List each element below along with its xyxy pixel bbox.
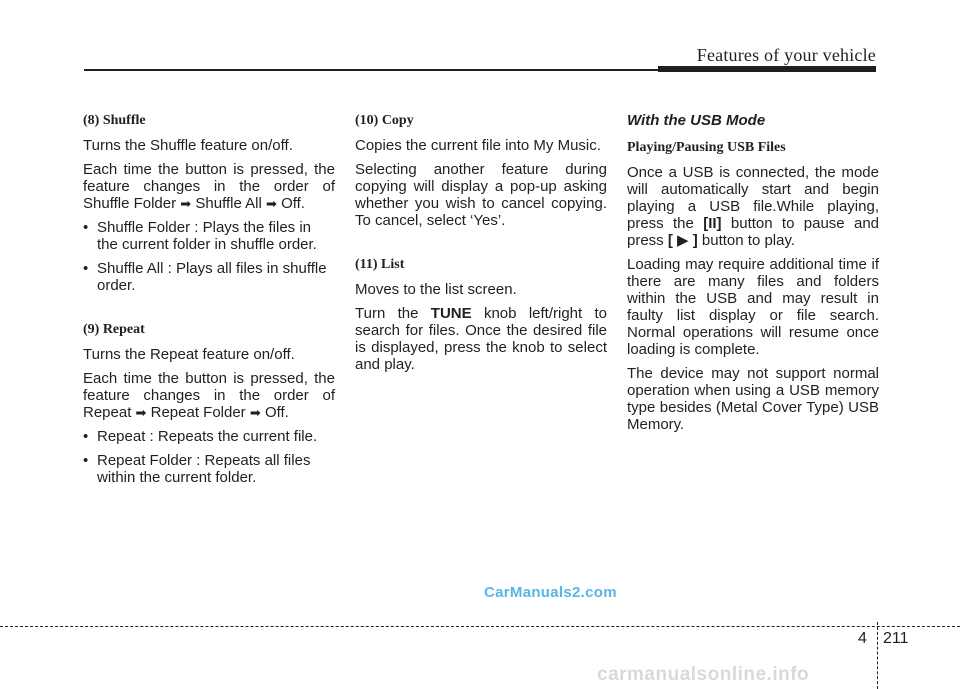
copy-cancel-text: Selecting another feature during copying will display a pop-up asking whether you wish to cancel copying. To cancel, select ‘Yes’.	[355, 161, 607, 229]
arrow-right-icon: ➡	[180, 196, 192, 211]
list-description: Moves to the list screen.	[355, 281, 517, 298]
shuffle-folder-bullet: Shuffle Folder : Plays the files in the current folder in shuffle order.	[97, 219, 317, 253]
page-number: 211	[883, 630, 909, 647]
tune-knob-label: TUNE	[430, 305, 472, 322]
usb-mode-section-title: With the USB Mode	[627, 112, 766, 129]
bullet-icon: •	[83, 260, 89, 277]
list-tune-start: Turn the	[355, 305, 419, 322]
bullet-icon: •	[83, 428, 89, 445]
footer-dashed-rule	[0, 626, 960, 627]
shuffle-description: Turns the Shuffle feature on/off.	[83, 137, 293, 154]
repeat-description: Turns the Repeat feature on/off.	[83, 346, 295, 363]
shuffle-order-start: Each time the button is pressed, the feature changes in the order of Shuffle Folder	[83, 161, 335, 212]
arrow-right-icon: ➡	[266, 196, 277, 211]
shuffle-order-end: Off.	[281, 195, 305, 212]
list-item	[83, 428, 335, 445]
list-item	[83, 452, 335, 486]
section-header-title: Features of your vehicle	[696, 45, 876, 65]
shuffle-order-text	[83, 161, 335, 212]
watermark-carmanualsonline: carmanualsonline.info	[597, 664, 810, 685]
arrow-right-icon: ➡	[249, 405, 261, 420]
shuffle-order-mid: Shuffle All	[195, 195, 262, 212]
play-button-label: [ ▶ ]	[667, 232, 698, 249]
repeat-heading: (9) Repeat	[83, 322, 145, 337]
chapter-number: 4	[858, 630, 867, 647]
usb-play-end: button to play.	[701, 232, 796, 249]
footer-vertical-dashed-rule	[877, 622, 878, 689]
list-tune-text	[355, 305, 607, 373]
usb-play-start: Once a USB is connected, the mode will automatically start and begin playing a USB file.While playing, press the	[627, 164, 879, 232]
shuffle-heading: (8) Shuffle	[83, 113, 146, 128]
repeat-order-text	[83, 370, 335, 421]
copy-heading: (10) Copy	[355, 113, 414, 128]
repeat-order-end: Off.	[264, 404, 289, 421]
repeat-order-start: Each time the button is pressed, the feature changes in the order of Repeat	[83, 370, 335, 421]
column-1	[83, 112, 335, 493]
usb-playing-heading: Playing/Pausing USB Files	[627, 140, 786, 155]
repeat-folder-bullet: Repeat Folder : Repeats all files within the current folder.	[97, 452, 311, 486]
repeat-bullet: Repeat : Repeats the current file.	[97, 428, 318, 445]
list-heading: (11) List	[355, 257, 405, 272]
header-rule-thick	[658, 66, 876, 72]
arrow-right-icon: ➡	[135, 405, 147, 420]
usb-play-mid: button to pause and press	[627, 215, 880, 249]
watermark-carmanuals2: CarManuals2.com	[484, 584, 617, 601]
bullet-icon: •	[83, 452, 89, 469]
usb-loading-text: Loading may require additional time if there are many files and folders within the USB and may result in faulty list display or file search. Normal operations will resume once loading is complete.	[627, 256, 879, 358]
usb-support-text: The device may not support normal operation when using a USB memory type besides (Metal Cover Type) USB Memory.	[627, 365, 879, 433]
list-item	[83, 260, 335, 294]
list-tune-end: knob left/right to search for files. Once the desired file is displayed, press the knob to select and play.	[355, 305, 608, 373]
pause-button-label: [II]	[703, 215, 722, 232]
column-2	[355, 112, 607, 380]
bullet-icon: •	[83, 219, 89, 236]
shuffle-all-bullet: Shuffle All : Plays all files in shuffle order.	[97, 260, 327, 294]
column-3	[627, 112, 879, 440]
copy-description: Copies the current file into My Music.	[355, 137, 601, 154]
list-item	[83, 219, 335, 253]
repeat-order-mid: Repeat Folder	[150, 404, 246, 421]
usb-play-pause-text	[627, 164, 879, 249]
